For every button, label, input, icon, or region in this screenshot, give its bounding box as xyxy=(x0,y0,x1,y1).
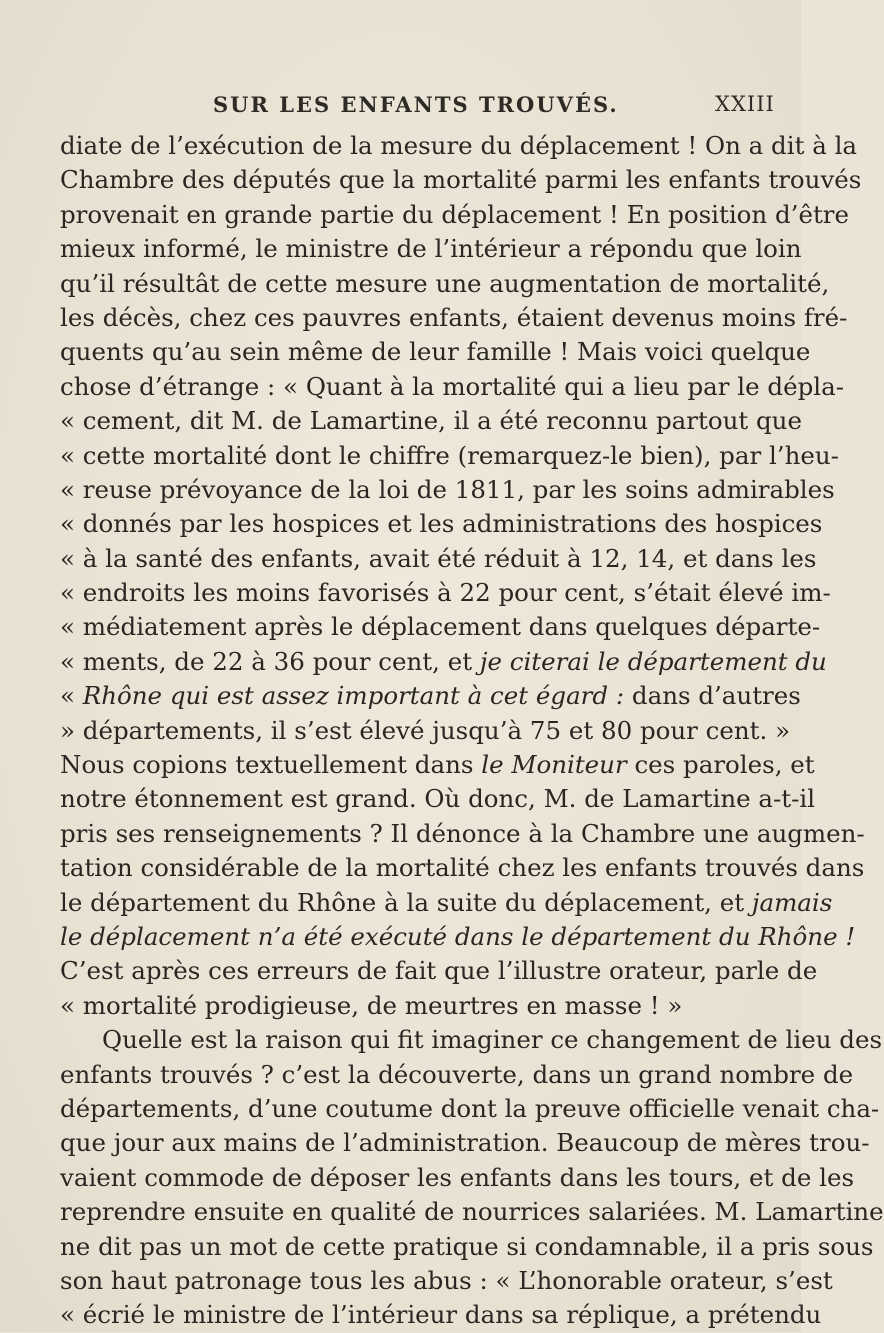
text-line: le département du Rhône à la suite du déplacement, et jamais xyxy=(60,887,833,917)
text-line: le déplacement n’a été exécuté dans le département du Rhône ! xyxy=(60,921,856,951)
italic-text: Rhône qui est assez important à cet égard : xyxy=(82,681,632,711)
running-title: SUR LES ENFANTS TROUVÉS. xyxy=(213,92,619,117)
text-line: « écrié le ministre de l’intérieur dans sa réplique, a prétendu xyxy=(60,1300,822,1330)
running-head xyxy=(0,92,801,122)
text-line: Chambre des députés que la mortalité parmi les enfants trouvés xyxy=(60,165,862,195)
text-line: quents qu’au sein même de leur famille ! Mais voici quelque xyxy=(60,337,811,367)
text-line: pris ses renseignements ? Il dénonce à la Chambre une augmen- xyxy=(60,818,865,848)
text-line: « donnés par les hospices et les administrations des hospices xyxy=(60,509,823,539)
text-line: notre étonnement est grand. Où donc, M. de Lamartine a-t-il xyxy=(60,784,816,814)
text-line: Nous copions textuellement dans le Moniteur ces paroles, et xyxy=(60,750,815,780)
text-line: « médiatement après le déplacement dans quelques départe- xyxy=(60,612,821,642)
text-line: les décès, chez ces pauvres enfants, étaient devenus moins fré- xyxy=(60,302,848,332)
body-text xyxy=(60,129,884,1333)
italic-text: le Moniteur xyxy=(481,750,627,780)
text-line: ne dit pas un mot de cette pratique si condamnable, il a pris sous xyxy=(60,1231,874,1261)
text-line: « mortalité prodigieuse, de meurtres en masse ! » xyxy=(60,990,683,1020)
text-line: « à la santé des enfants, avait été réduit à 12, 14, et dans les xyxy=(60,543,817,573)
page-number: XXIII xyxy=(715,92,775,116)
text-line: qu’il résultât de cette mesure une augmentation de mortalité, xyxy=(60,268,830,298)
text-line: départements, d’une coutume dont la preuve officielle venait cha- xyxy=(60,1093,880,1123)
italic-text: jamais xyxy=(751,887,833,917)
text-line: C’est après ces erreurs de fait que l’illustre orateur, parle de xyxy=(60,956,818,986)
text-line: son haut patronage tous les abus : « L’honorable orateur, s’est xyxy=(60,1265,833,1295)
text-line: « cement, dit M. de Lamartine, il a été reconnu partout que xyxy=(60,406,802,436)
text-line: chose d’étrange : « Quant à la mortalité qui a lieu par le dépla- xyxy=(60,371,844,401)
text-line: que jour aux mains de l’administration. Beaucoup de mères trou- xyxy=(60,1128,870,1158)
text-line: provenait en grande partie du déplacement ! En position d’être xyxy=(60,199,850,229)
text-line: vaient commode de déposer les enfants dans les tours, et de les xyxy=(60,1162,855,1192)
text-line: Quelle est la raison qui fit imaginer ce changement de lieu des xyxy=(102,1025,883,1055)
text-line: « endroits les moins favorisés à 22 pour cent, s’était élevé im- xyxy=(60,578,831,608)
text-line: diate de l’exécution de la mesure du déplacement ! On a dit à la xyxy=(60,131,858,160)
text-line: » départements, il s’est élevé jusqu’à 75 et 80 pour cent. » xyxy=(60,715,791,745)
text-line: reprendre ensuite en qualité de nourrices salariées. M. Lamartine xyxy=(60,1197,884,1227)
text-line: tation considérable de la mortalité chez les enfants trouvés dans xyxy=(60,853,865,883)
text-line: enfants trouvés ? c’est la découverte, dans un grand nombre de xyxy=(60,1059,854,1089)
text-line: « cette mortalité dont le chiffre (remarquez-le bien), par l’heu- xyxy=(60,440,839,470)
text-line: « ments, de 22 à 36 pour cent, et je citerai le département du xyxy=(60,646,827,676)
text-line: « reuse prévoyance de la loi de 1811, par les soins admirables xyxy=(60,474,835,504)
text-line: mieux informé, le ministre de l’intérieur a répondu que loin xyxy=(60,234,802,264)
italic-text: je citerai le département du xyxy=(479,646,827,676)
text-line: « Rhône qui est assez important à cet égard : dans d’autres xyxy=(60,681,801,711)
